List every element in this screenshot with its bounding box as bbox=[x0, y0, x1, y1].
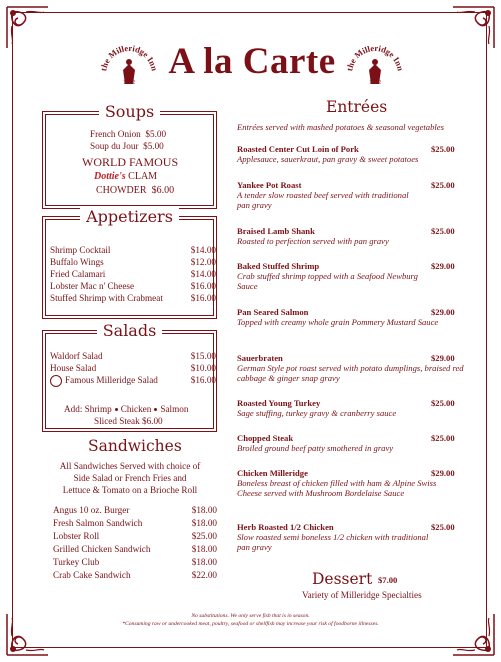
sandwich-note: All Sandwiches Served with choice of bbox=[59, 461, 201, 471]
clam-chowder-price: CHOWDER $6.00 bbox=[96, 185, 175, 196]
entree-name: Baked Stuffed Shrimp bbox=[237, 261, 320, 271]
dessert-price: $7.00 bbox=[378, 575, 398, 585]
footnote: No substitutions. We only serve fish that is in season. bbox=[191, 613, 310, 619]
appetizers-box bbox=[42, 207, 217, 319]
soup-item: Soup du Jour $5.00 bbox=[90, 141, 164, 151]
salad-row: Waldorf Salad $15.00 bbox=[50, 351, 216, 361]
entree-name: Chopped Steak bbox=[237, 433, 294, 443]
sandwich-row: Lobster Roll $25.00 bbox=[53, 531, 217, 541]
entree-price: $25.00 bbox=[431, 144, 455, 154]
svg-text:the Milleridge Inn: the Milleridge Inn bbox=[98, 42, 160, 72]
salad-add-options: Add: Shrimp Chicken Salmon bbox=[64, 404, 189, 414]
entree-desc: Roasted to perfection served with pan gravy bbox=[237, 236, 389, 246]
entree-name: Yankee Pot Roast bbox=[237, 180, 302, 190]
entree-desc: Crab stuffed shrimp topped with a Seafood Newburg Sauce bbox=[237, 271, 418, 291]
entree-name: Braised Lamb Shank bbox=[237, 226, 315, 236]
svg-text:the Milleridge Inn: the Milleridge Inn bbox=[344, 42, 406, 72]
milleridge-mini-logo-icon bbox=[50, 375, 62, 387]
entree-name: Sauerbraten bbox=[237, 353, 283, 363]
sandwich-note: Side Salad or French Fries and bbox=[73, 473, 187, 483]
fleur-corner-icon bbox=[451, 4, 497, 50]
salad-row: Famous Milleridge Salad $16.00 bbox=[50, 375, 216, 387]
entree-desc: A tender slow roasted beef served with traditional pan gravy bbox=[237, 190, 409, 210]
appetizer-row: Buffalo Wings $12.00 bbox=[50, 257, 216, 267]
entree-desc: Applesauce, sauerkraut, pan gravy & sweet potatoes bbox=[237, 154, 419, 164]
entree-price: $25.00 bbox=[431, 398, 455, 408]
appetizer-row: Stuffed Shrimp with Crabmeat $16.00 bbox=[50, 293, 216, 303]
entree-price: $29.00 bbox=[431, 261, 455, 271]
salad-row: House Salad $10.00 bbox=[50, 363, 216, 373]
soups-heading: Soups bbox=[99, 102, 160, 121]
sandwich-row: Crab Cake Sandwich $22.00 bbox=[53, 570, 217, 580]
entree-name: Chicken Milleridge bbox=[237, 468, 308, 478]
appetizer-row: Lobster Mac n' Cheese $16.00 bbox=[50, 281, 216, 291]
entree-price: $25.00 bbox=[431, 226, 455, 236]
entree-name: Roasted Center Cut Loin of Pork bbox=[237, 144, 359, 154]
svg-text:1672: 1672 bbox=[123, 80, 135, 86]
footnote: *Consuming raw or undercooked meat, poultry, seafood or shellfish may increase your risk of foodborne illnesses. bbox=[122, 621, 379, 627]
entree-desc: Slow roasted semi boneless 1/2 chicken with traditional pan gravy bbox=[237, 532, 429, 552]
entree-desc: Topped with creamy whole grain Pommery Mustard Sauce bbox=[237, 317, 439, 327]
sandwich-row: Angus 10 oz. Burger $18.00 bbox=[53, 505, 217, 515]
dessert-desc: Variety of Milleridge Specialties bbox=[302, 590, 422, 600]
sandwich-row: Grilled Chicken Sandwich $18.00 bbox=[53, 544, 217, 554]
fleur-corner-icon bbox=[4, 4, 50, 50]
sandwich-row: Turkey Club $18.00 bbox=[53, 557, 217, 567]
milleridge-logo-icon bbox=[344, 40, 406, 102]
entree-desc: German Style pot roast served with potato dumplings, braised red cabbage & ginger snap gravy bbox=[237, 363, 464, 383]
entree-desc: Broiled ground beef patty smothered in gravy bbox=[237, 443, 394, 453]
entree-price: $29.00 bbox=[431, 307, 455, 317]
clam-chowder-feature: Dottie's CLAM bbox=[94, 171, 158, 182]
salads-heading: Salads bbox=[97, 321, 163, 340]
entree-desc: Boneless breast of chicken filled with ham & Alpine Swiss Cheese served with Mushroom Bordelaise Sauce bbox=[237, 478, 437, 498]
page-title: A la Carte bbox=[168, 41, 336, 82]
entree-name: Herb Roasted 1/2 Chicken bbox=[237, 522, 334, 532]
entree-price: $25.00 bbox=[431, 433, 455, 443]
milleridge-logo-icon bbox=[98, 40, 160, 102]
dessert-heading: Dessert bbox=[312, 570, 373, 588]
entrees-heading: Entrées bbox=[326, 98, 388, 116]
appetizers-heading: Appetizers bbox=[80, 207, 179, 226]
sandwich-note: Lettuce & Tomato on a Brioche Roll bbox=[62, 485, 198, 495]
entree-price: $25.00 bbox=[431, 180, 455, 190]
entrees-subtitle: Entrées served with mashed potatoes & seasonal vegetables bbox=[237, 122, 444, 132]
appetizer-row: Shrimp Cocktail $14.00 bbox=[50, 245, 216, 255]
entree-name: Pan Seared Salmon bbox=[237, 307, 309, 317]
entree-price: $29.00 bbox=[431, 468, 455, 478]
svg-text:1672: 1672 bbox=[369, 80, 381, 86]
entree-name: Roasted Young Turkey bbox=[237, 398, 321, 408]
appetizer-row: Fried Calamari $14.00 bbox=[50, 269, 216, 279]
entree-desc: Sage stuffing, turkey gravy & cranberry sauce bbox=[237, 408, 397, 418]
sandwiches-heading: Sandwiches bbox=[88, 437, 182, 455]
soup-item: French Onion $5.00 bbox=[90, 129, 167, 139]
sliced-steak-option: Sliced Steak $6.00 bbox=[94, 416, 163, 426]
entree-price: $25.00 bbox=[431, 522, 455, 532]
sandwich-row: Fresh Salmon Sandwich $18.00 bbox=[53, 518, 217, 528]
entree-price: $29.00 bbox=[431, 353, 455, 363]
world-famous-label: WORLD FAMOUS bbox=[82, 155, 179, 169]
